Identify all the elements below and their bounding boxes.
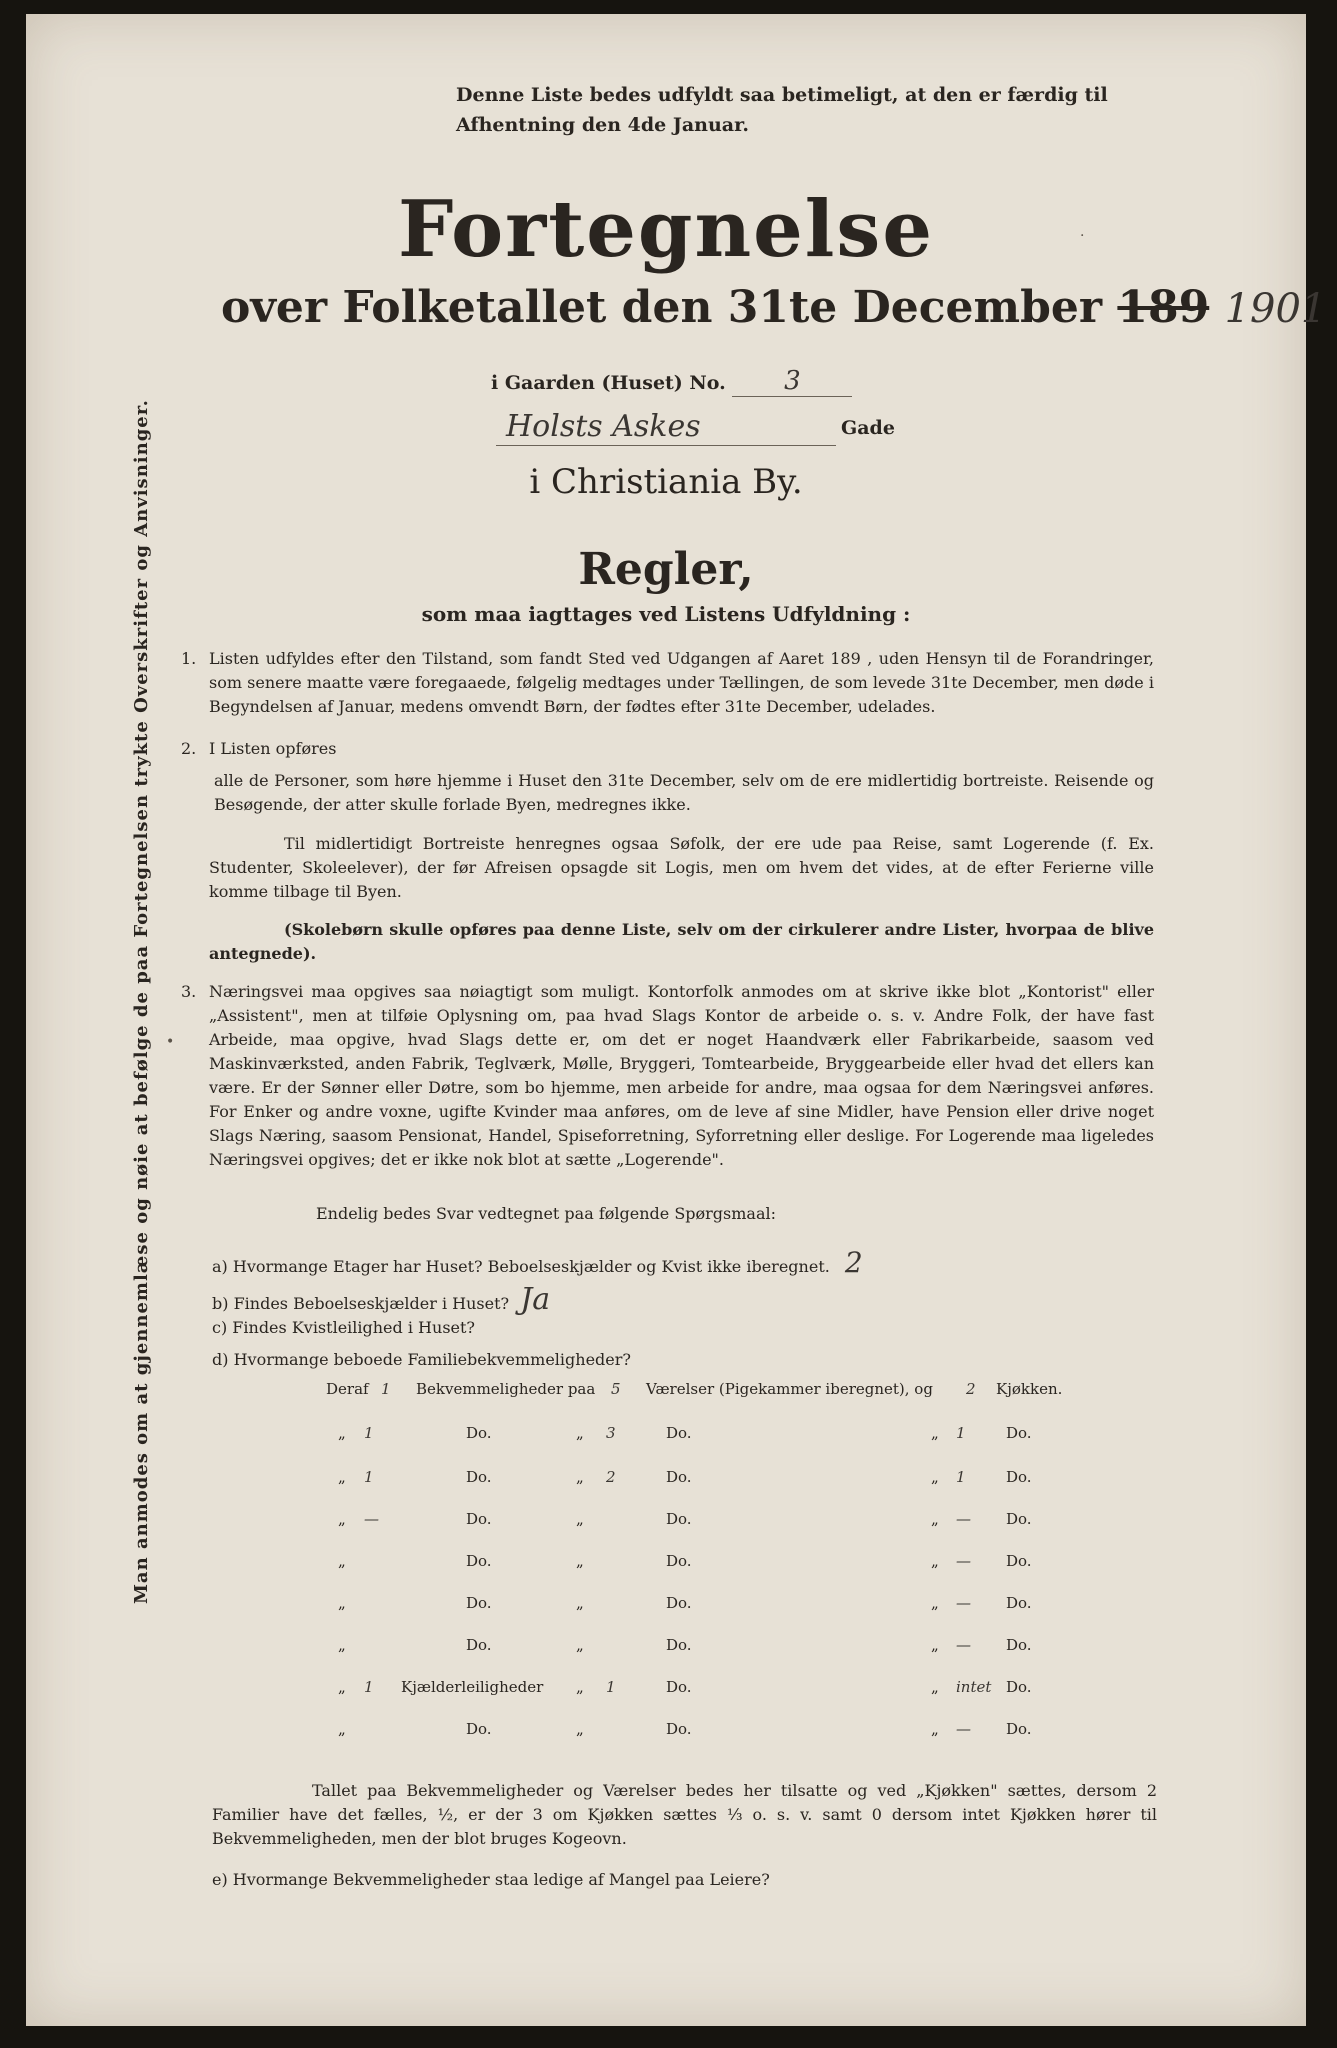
grid-quote-2: „ — [576, 1552, 584, 1570]
grid-bekv-label: Bekvemmeligheder paa — [416, 1380, 596, 1398]
grid-ditto-3: Do. — [1006, 1424, 1032, 1442]
rule-3-text: Næringsvei maa opgives saa nøiagtigt som muligt. Kontorfolk anmodes om at skrive ikke blot „Kontorist" eller „Assistent", men at tilføie Oplysning om, paa hvad Slags Kontor de arbeide o. s. v. Andre Folk, der have fast Arbeide, maa opgive, hvad Slags dette er, om det er noget Haandværk eller Fabrikarbeide, saasom ved Maskinværksted, anden Fabrik, Teglværk, Mølle, Bryggeri, Tomtearbeide, Bryggearbeide eller hvad det ellers kan være. Er der Sønner eller Døtre, som bo hjemme, men arbeide for andre, maa ogsaa for dem Næringsvei anføres. For Enker og andre voxne, ugifte Kvinder maa anføres, om de leve af sine Midler, have Pension eller drive noget Slags Næring, saasom Pensionat, Handel, Spiseforretning, Syforretning eller deslige. For Logerende maa ligeledes Næringsvei opgives; det er ikke nok blot at sætte „Logerende". — [209, 982, 1154, 1169]
rule-2-text-2: Til midlertidigt Bortreiste henregnes ogsaa Søfolk, der ere ude paa Reise, samt Logerende (f. Ex. Studenter, Skoleelever), der før Afreisen opsagde sit Logis, men om hvem det vides, at de efter Ferierne ville komme tilbage til Byen. — [209, 834, 1154, 901]
grid-count-c: 2 — [966, 1380, 976, 1398]
grid-count-c: — — [956, 1594, 971, 1612]
grid-quote-2: „ — [576, 1424, 584, 1442]
rule-1-text: Listen udfyldes efter den Tilstand, som fandt Sted ved Udgangen af Aaret 189 , uden Hensyn til de Forandringer, som senere maatte være foregaaede, følgelig medtages under Tællingen, de som levede 31te December, men døde i Begyndelsen af Januar, medens omvendt Børn, der fødtes efter 31te December, udelades. — [209, 649, 1154, 716]
question-b — [212, 1282, 550, 1317]
question-b-text: b) Findes Beboelseskjælder i Huset? — [212, 1294, 510, 1313]
house-line — [491, 366, 852, 397]
printed-year: 189 — [1117, 282, 1210, 333]
form-subtitle — [221, 282, 1326, 333]
grid-count-c: — — [956, 1720, 971, 1738]
grid-quote-2: „ — [576, 1720, 584, 1738]
grid-ditto-2: Do. — [666, 1720, 692, 1738]
grid-count-b: 1 — [606, 1678, 616, 1696]
rules-subheading: som maa iagttages ved Listens Udfyldning : — [421, 602, 911, 626]
grid-ditto-2: Do. — [666, 1636, 692, 1654]
grid-row — [326, 1590, 1066, 1620]
grid-quote-3: „ — [931, 1678, 939, 1696]
notice-line-1: Denne Liste bedes udfyldt saa betimeligt, at den er færdig til — [456, 84, 1108, 106]
grid-quote-3: „ — [931, 1552, 939, 1570]
grid-count-c: — — [956, 1510, 971, 1528]
grid-quote-2: „ — [576, 1636, 584, 1654]
rule-2-lead: I Listen opføres — [209, 739, 337, 758]
subtitle-prefix: over Folketallet den 31te December — [221, 282, 1103, 333]
grid-quote-1: „ — [338, 1636, 346, 1654]
rule-3-number: 3. — [181, 982, 197, 1001]
grid-ditto-1: Do. — [466, 1510, 492, 1528]
grid-ditto-3: Do. — [1006, 1552, 1032, 1570]
notice-line-2: Afhentning den 4de Januar. — [456, 114, 749, 136]
rule-1-number: 1. — [181, 649, 197, 668]
grid-quote-3: „ — [931, 1468, 939, 1486]
grid-kjokken-label: Kjøkken. — [996, 1380, 1063, 1398]
rule-2-text: alle de Personer, som høre hjemme i Huset den 31te December, selv om de ere midlertidig bortreiste. Reisende og Besøgende, der atter skulle forlade Byen, medregnes ikke. — [214, 771, 1154, 814]
grid-deraf-label: Deraf — [326, 1380, 369, 1398]
grid-quote-2: „ — [576, 1678, 584, 1696]
grid-ditto-1: Do. — [466, 1552, 492, 1570]
grid-row — [326, 1632, 1066, 1662]
grid-count-a: 1 — [364, 1468, 374, 1486]
grid-ditto-2: Do. — [666, 1468, 692, 1486]
sidebar-instruction: Man anmodes om at gjennemlæse og nøie at befølge de paa Fortegnelsen trykte Overskrifter og Anvisninger. — [131, 399, 152, 1604]
grid-ditto-2: Do. — [666, 1552, 692, 1570]
grid-quote-3: „ — [931, 1594, 939, 1612]
grid-quote-1: „ — [338, 1424, 346, 1442]
grid-quote-2: „ — [576, 1510, 584, 1528]
question-e: e) Hvormange Bekvemmeligheder staa ledige af Mangel paa Leiere? — [212, 1870, 770, 1889]
grid-quote-1: „ — [338, 1678, 346, 1696]
rule-2-number: 2. — [181, 739, 197, 758]
grid-count-a: 1 — [364, 1678, 374, 1696]
grid-row — [326, 1376, 1066, 1406]
grid-quote-3: „ — [931, 1510, 939, 1528]
written-year: 1901 — [1224, 286, 1327, 332]
street-suffix: Gade — [841, 417, 895, 439]
grid-ditto-3: Do. — [1006, 1636, 1032, 1654]
grid-quote-3: „ — [931, 1424, 939, 1442]
grid-footnote: Tallet paa Bekvemmeligheder og Værelser bedes her tilsatte og ved „Kjøkken" sættes, dersom 2 Familier have det fælles, ½, er der 3 om Kjøkken sættes ⅓ o. s. v. samt 0 dersom intet Kjøkken hører til Bekvemmeligheden, men der blot bruges Kogeovn. — [212, 1781, 1157, 1848]
question-a-text: a) Hvormange Etager har Huset? Beboelseskjælder og Kvist ikke iberegnet. — [212, 1257, 830, 1276]
question-b-answer: Ja — [520, 1282, 551, 1317]
grid-row — [326, 1716, 1066, 1746]
grid-row — [326, 1420, 1066, 1450]
notice — [456, 80, 1156, 140]
grid-count-c: — — [956, 1636, 971, 1654]
grid-row — [326, 1674, 1066, 1704]
form-title: Fortegnelse — [398, 184, 934, 275]
grid-ditto-2: Do. — [666, 1424, 692, 1442]
question-a — [212, 1246, 863, 1279]
grid-quote-2: „ — [576, 1468, 584, 1486]
grid-row — [326, 1548, 1066, 1578]
grid-count-b: 3 — [606, 1424, 616, 1442]
grid-ditto-1: Do. — [466, 1636, 492, 1654]
questions-intro: Endelig bedes Svar vedtegnet paa følgende Spørgsmaal: — [316, 1204, 777, 1223]
margin-dot: • — [166, 1034, 175, 1050]
street-underline — [496, 445, 836, 446]
grid-ditto-1: Do. — [466, 1720, 492, 1738]
grid-count-c: — — [956, 1552, 971, 1570]
rules-heading: Regler, — [578, 544, 754, 595]
question-d: d) Hvormange beboede Familiebekvemmeligheder? — [212, 1350, 631, 1369]
question-c: c) Findes Kvistleilighed i Huset? — [212, 1318, 475, 1337]
grid-quote-2: „ — [576, 1594, 584, 1612]
grid-row — [326, 1506, 1066, 1536]
grid-quote-1: „ — [338, 1594, 346, 1612]
grid-count-a: 1 — [364, 1424, 374, 1442]
margin-dot-2: · — [1080, 228, 1085, 244]
grid-count-c: intet — [956, 1678, 992, 1696]
grid-ditto-1: Do. — [466, 1468, 492, 1486]
street-name-written: Holsts Askes — [506, 409, 701, 444]
grid-quote-3: „ — [931, 1636, 939, 1654]
grid-count-b: 5 — [611, 1380, 621, 1398]
grid-quote-1: „ — [338, 1510, 346, 1528]
grid-ditto-1: Do. — [466, 1594, 492, 1612]
grid-ditto-1: Do. — [466, 1424, 492, 1442]
grid-ditto-3: Do. — [1006, 1468, 1032, 1486]
grid-kjaelder-label: Kjælderleiligheder — [401, 1678, 544, 1696]
census-form-sheet — [26, 14, 1327, 2026]
grid-quote-1: „ — [338, 1720, 346, 1738]
grid-ditto-2: Do. — [666, 1678, 692, 1696]
city-line: i Christiania By. — [529, 462, 803, 502]
grid-ditto-3: Do. — [1006, 1678, 1032, 1696]
grid-count-c: 1 — [956, 1468, 966, 1486]
grid-ditto-2: Do. — [666, 1594, 692, 1612]
grid-ditto-3: Do. — [1006, 1594, 1032, 1612]
grid-ditto-3: Do. — [1006, 1510, 1032, 1528]
grid-count-c: 1 — [956, 1424, 966, 1442]
grid-count-a: — — [364, 1510, 379, 1528]
grid-quote-3: „ — [931, 1720, 939, 1738]
grid-vaerelser-label: Værelser (Pigekammer iberegnet), og — [646, 1380, 933, 1398]
street-line — [496, 409, 926, 449]
house-number-label: i Gaarden (Huset) No. — [491, 372, 726, 394]
grid-quote-1: „ — [338, 1552, 346, 1570]
grid-count-a: 1 — [381, 1380, 391, 1398]
grid-quote-1: „ — [338, 1468, 346, 1486]
house-number-value: 3 — [732, 366, 852, 397]
grid-ditto-2: Do. — [666, 1510, 692, 1528]
question-a-answer: 2 — [844, 1246, 863, 1279]
grid-count-b: 2 — [606, 1468, 616, 1486]
grid-ditto-3: Do. — [1006, 1720, 1032, 1738]
grid-row — [326, 1464, 1066, 1494]
rule-2-text-3: (Skolebørn skulle opføres paa denne Liste, selv om der cirkulerer andre Lister, hvorpaa de blive antegnede). — [209, 920, 1154, 963]
